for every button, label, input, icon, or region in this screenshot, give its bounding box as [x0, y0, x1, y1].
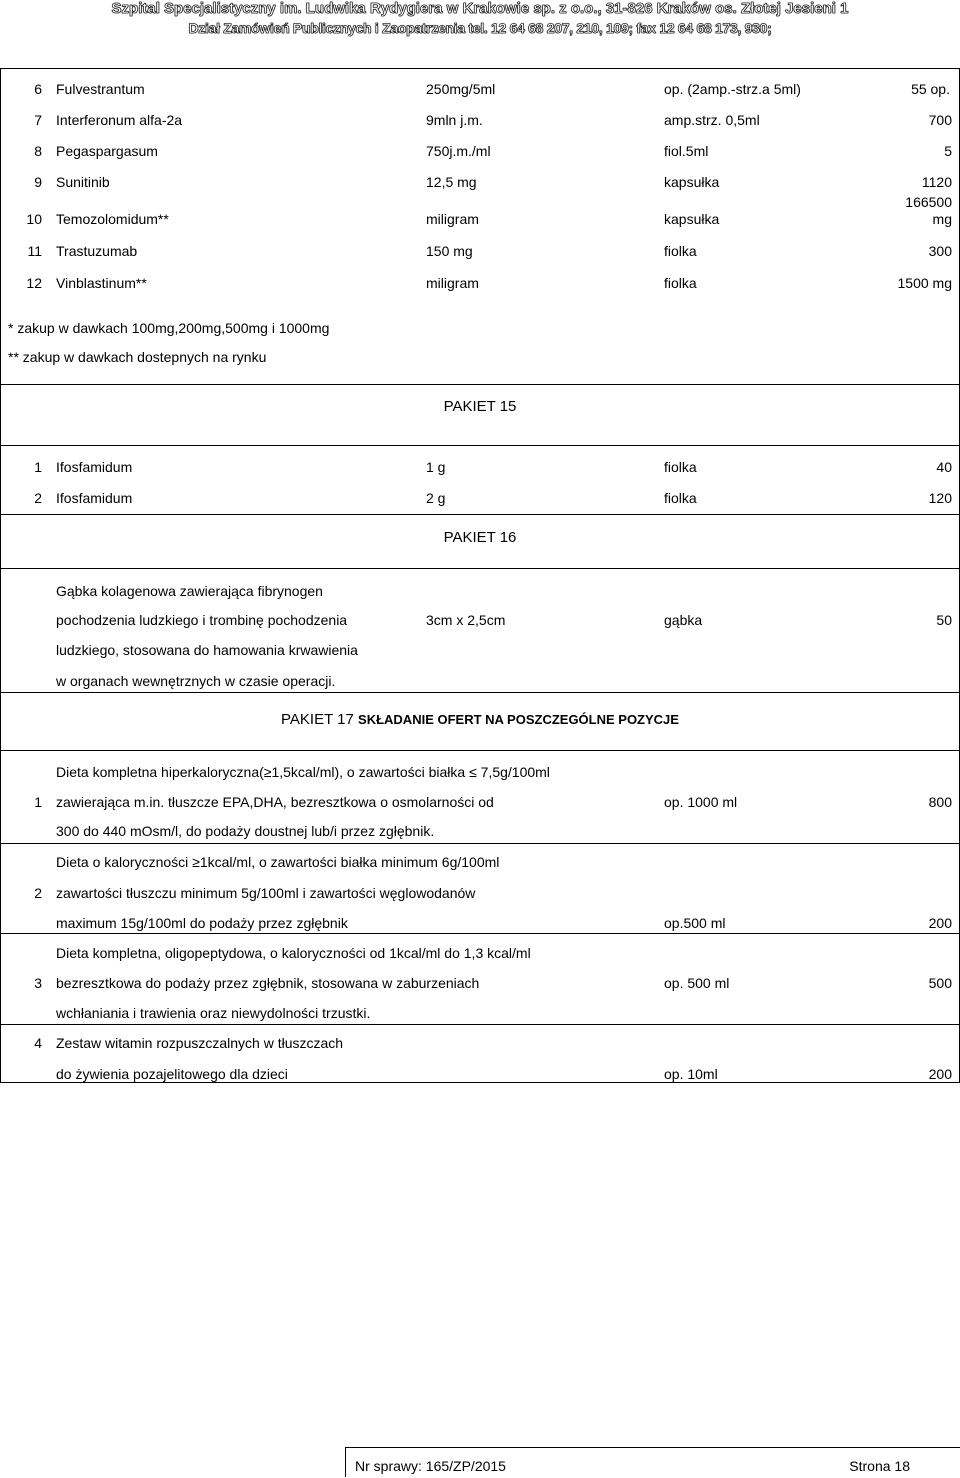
- diet-description: Dieta kompletna hiperkaloryczna(≥1,5kcal/ml), o zawartości białka ≤ 7,5g/100ml: [56, 764, 550, 780]
- product-description: Gąbka kolagenowa zawierająca fibrynogen: [56, 583, 323, 599]
- drug-dose: miligram: [426, 275, 479, 291]
- section-title: PAKIET 16: [443, 529, 517, 546]
- drug-quantity: 166500: [905, 194, 952, 210]
- drug-unit: fiolka: [664, 243, 697, 259]
- drug-dose: 1 g: [426, 459, 446, 475]
- diet-unit: op. 500 ml: [664, 975, 730, 991]
- drug-name: Sunitinib: [56, 174, 110, 190]
- drug-dose: 12,5 mg: [426, 174, 477, 190]
- drug-name: Trastuzumab: [56, 243, 138, 259]
- diet-description: bezresztkowa do podaży przez zgłębnik, stosowana w zaburzeniach: [56, 975, 480, 991]
- product-description: ludzkiego, stosowana do hamowania krwawienia: [56, 642, 358, 658]
- drug-dose: 250mg/5ml: [426, 81, 496, 97]
- row-number: 4: [34, 1035, 42, 1051]
- drug-name: Vinblastinum**: [56, 275, 147, 291]
- drug-name: Ifosfamidum: [56, 459, 133, 475]
- row-number: 2: [34, 885, 42, 901]
- drug-name: Pegaspargasum: [56, 143, 158, 159]
- footnote: ** zakup w dawkach dostepnych na rynku: [8, 349, 267, 365]
- drug-quantity: 120: [928, 490, 952, 506]
- diet-description: zawartości tłuszczu minimum 5g/100ml i zawartości węglowodanów: [56, 885, 476, 901]
- drug-name: Temozolomidum**: [56, 211, 169, 227]
- row-divider: [0, 68, 960, 69]
- drug-dose: 9mln j.m.: [426, 112, 483, 128]
- drug-quantity: 1500 mg: [897, 275, 952, 291]
- page-footer: [0, 1447, 960, 1477]
- page-header: [0, 0, 960, 44]
- drug-quantity: 300: [928, 243, 952, 259]
- drug-unit: fiolka: [664, 275, 697, 291]
- page-number: Strona 18: [849, 1458, 910, 1474]
- row-divider: [0, 843, 960, 844]
- diet-quantity: 500: [928, 975, 952, 991]
- product-description: w organach wewnętrznych w czasie operacji.: [56, 673, 336, 689]
- drug-name: Ifosfamidum: [56, 490, 133, 506]
- drug-name: Fulvestrantum: [56, 81, 145, 97]
- diet-description: Dieta kompletna, oligopeptydowa, o kaloryczności od 1kcal/ml do 1,3 kcal/ml: [56, 945, 531, 961]
- product-dose: 3cm x 2,5cm: [426, 612, 506, 628]
- header-institution: Szpital Specjalistyczny im. Ludwika Rydygiera w Krakowie sp. z o.o., 31-826 Kraków os. Złotej Jesieni 1: [111, 0, 849, 17]
- drug-dose: miligram: [426, 211, 479, 227]
- drug-quantity: 55 op.: [911, 81, 950, 97]
- drug-unit: fiol.5ml: [664, 143, 709, 159]
- row-divider: [0, 514, 960, 515]
- drug-dose: 750j.m./ml: [426, 143, 491, 159]
- row-divider: [0, 445, 960, 446]
- diet-description: wchłaniania i trawienia oraz niewydolności trzustki.: [56, 1005, 371, 1021]
- drug-name: Interferonum alfa-2a: [56, 112, 183, 128]
- diet-quantity: 200: [928, 1066, 952, 1082]
- diet-unit: op. 10ml: [664, 1066, 718, 1082]
- row-divider: [0, 384, 960, 385]
- row-divider: [0, 568, 960, 569]
- diet-quantity: 200: [928, 915, 952, 931]
- product-description: pochodzenia ludzkiego i trombinę pochodzenia: [56, 612, 348, 628]
- header-department: Dział Zamówień Publicznych i Zaopatrzenia tel. 12 64 68 207, 210, 109; fax 12 64 68 173, 930;: [188, 20, 772, 36]
- row-number: 2: [34, 490, 42, 506]
- diet-description: do żywienia pozajelitowego dla dzieci: [56, 1066, 288, 1082]
- row-number: 8: [34, 143, 42, 159]
- row-number: 6: [34, 81, 42, 97]
- row-divider: [0, 933, 960, 934]
- product-unit: gąbka: [664, 612, 703, 628]
- section-subtitle: SKŁADANIE OFERT NA POSZCZEGÓLNE POZYCJE: [358, 712, 679, 727]
- product-quantity: 50: [936, 612, 952, 628]
- drug-unit: kapsułka: [664, 174, 720, 190]
- drug-quantity: 5: [944, 143, 952, 159]
- diet-description: Zestaw witamin rozpuszczalnych w tłuszczach: [56, 1035, 344, 1051]
- row-number: 1: [34, 459, 42, 475]
- diet-quantity: 800: [928, 794, 952, 810]
- diet-unit: op.500 ml: [664, 915, 726, 931]
- drug-dose: 150 mg: [426, 243, 473, 259]
- row-number: 10: [26, 211, 42, 227]
- row-number: 7: [34, 112, 42, 128]
- row-divider: [0, 1024, 960, 1025]
- drug-quantity-unit: mg: [932, 211, 952, 227]
- row-divider: [0, 750, 960, 751]
- diet-unit: op. 1000 ml: [664, 794, 738, 810]
- diet-description: maximum 15g/100ml do podaży przez zgłębnik: [56, 915, 348, 931]
- section-title: PAKIET 15: [443, 398, 517, 415]
- row-number: 11: [27, 243, 42, 259]
- drug-quantity: 700: [928, 112, 952, 128]
- section-title: [0, 712, 960, 728]
- case-number: Nr sprawy: 165/ZP/2015: [355, 1458, 506, 1474]
- diet-description: Dieta o kaloryczności ≥1kcal/ml, o zawartości białka minimum 6g/100ml: [56, 854, 500, 870]
- row-divider: [0, 1082, 960, 1083]
- row-divider: [0, 692, 960, 693]
- drug-quantity: 40: [936, 459, 952, 475]
- drug-unit: amp.strz. 0,5ml: [664, 112, 760, 128]
- row-number: 1: [34, 794, 42, 810]
- section-title-main: PAKIET 17: [281, 711, 354, 728]
- drug-unit: kapsułka: [664, 211, 720, 227]
- drug-unit: fiolka: [664, 490, 697, 506]
- drug-dose: 2 g: [426, 490, 446, 506]
- row-number: 9: [34, 174, 42, 190]
- footnote: * zakup w dawkach 100mg,200mg,500mg i 1000mg: [8, 320, 330, 336]
- row-number: 3: [34, 975, 42, 991]
- drug-unit: op. (2amp.-strz.a 5ml): [664, 81, 801, 97]
- drug-unit: fiolka: [664, 459, 697, 475]
- drug-quantity: 1120: [921, 174, 952, 190]
- diet-description: 300 do 440 mOsm/l, do podaży doustnej lub/i przez zgłębnik.: [56, 823, 435, 839]
- diet-description: zawierająca m.in. tłuszcze EPA,DHA, bezresztkowa o osmolarności od: [56, 794, 494, 810]
- table-left-border: [0, 68, 1, 1083]
- row-number: 12: [26, 275, 42, 291]
